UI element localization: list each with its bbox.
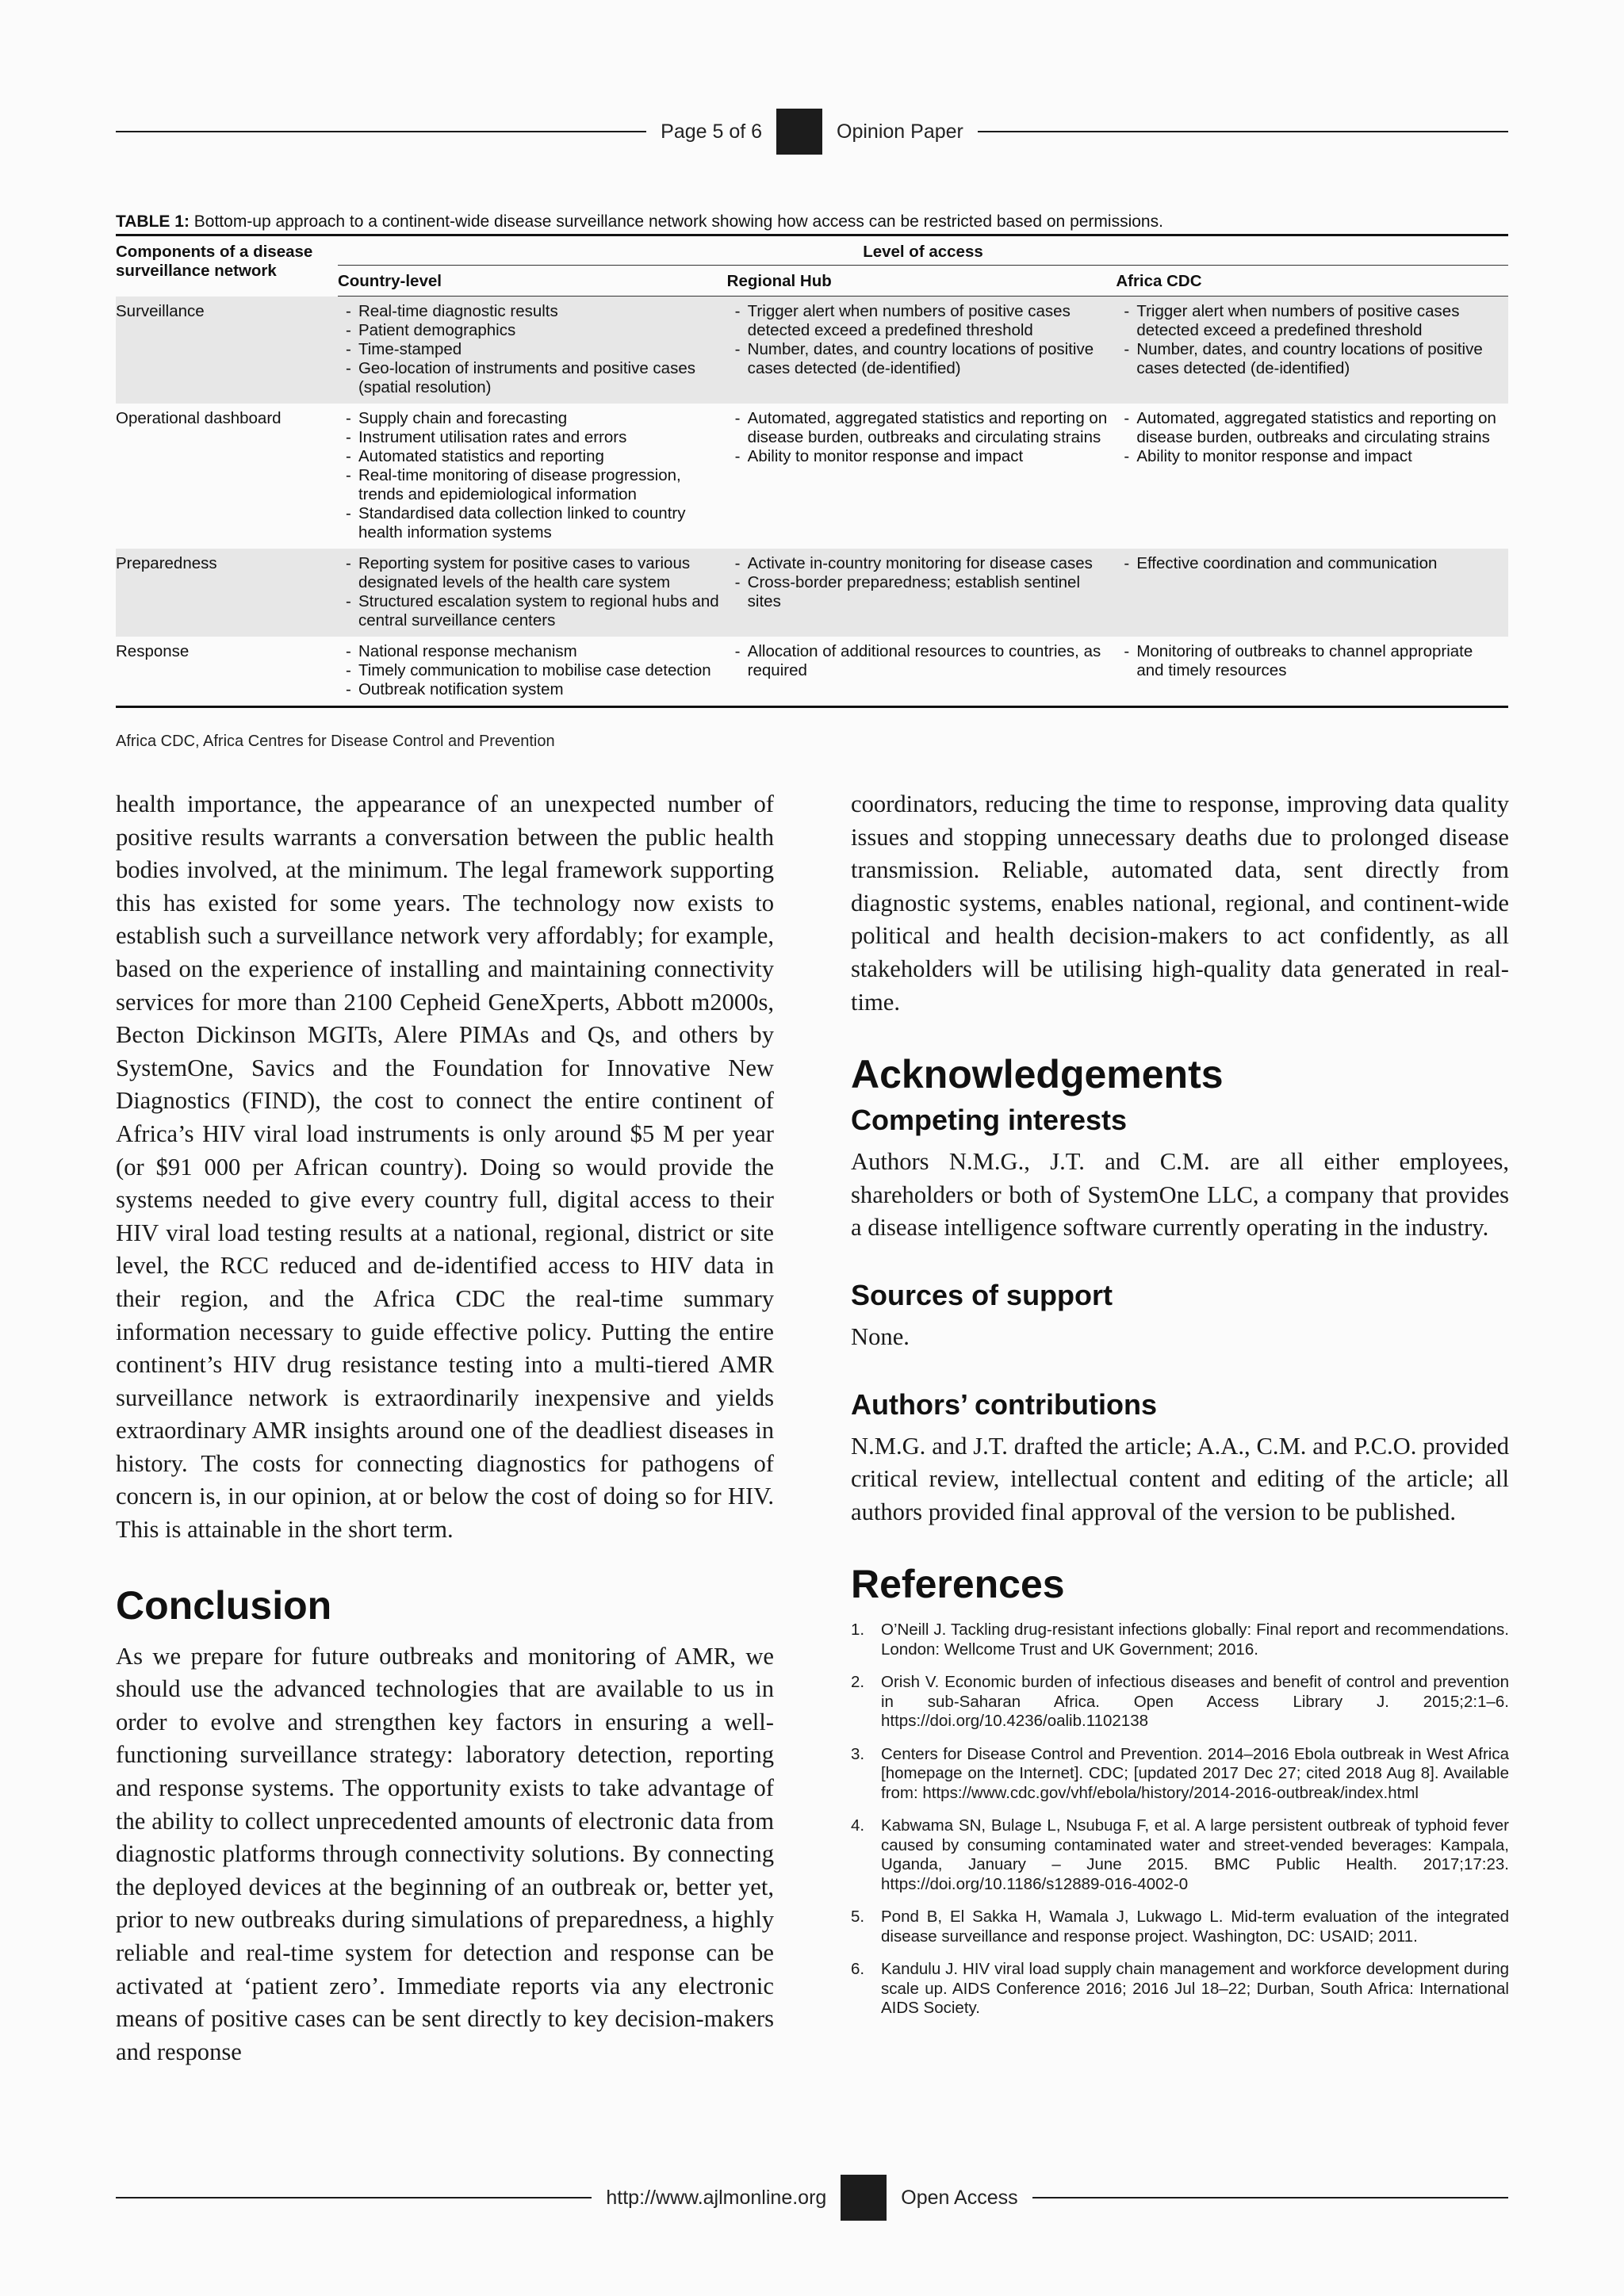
reference-number: 6.: [851, 1960, 865, 1979]
authors-contributions-heading: Authors’ contributions: [851, 1387, 1157, 1421]
reference-text: Orish V. Economic burden of infectious diseases and benefit of control and prevention in sub-Saharan Africa. Open Access Library J. 2015;2:1–6. https://doi.org/10.4236/oalib.1102138: [881, 1673, 1509, 1731]
footer-rule-left: [116, 2197, 592, 2198]
cell-regional: [727, 404, 1116, 549]
list-item: - Real-time diagnostic results: [338, 302, 719, 321]
reference-number: 3.: [851, 1744, 865, 1763]
row-component: Response: [116, 637, 338, 707]
footer-rule-right: [1032, 2197, 1508, 2198]
list-item: - Activate in-country monitoring for disease cases: [727, 554, 1109, 573]
list-item: - Supply chain and forecasting: [338, 409, 719, 428]
table-row: [116, 549, 1508, 637]
header-square: [776, 109, 822, 155]
col-country-header: Country-level: [338, 266, 727, 297]
cell-africa: [1116, 297, 1508, 404]
cell-country: [338, 637, 727, 707]
sources-of-support-heading: Sources of support: [851, 1278, 1113, 1311]
journal-url-link[interactable]: http://www.ajlmonline.org: [606, 2186, 827, 2209]
list-item: - Effective coordination and communication: [1116, 554, 1500, 573]
list-item: - Cross-border preparedness; establish sentinel sites: [727, 573, 1109, 611]
reference-number: 5.: [851, 1908, 865, 1927]
list-item: - Standardised data collection linked to country health information systems: [338, 504, 719, 542]
col-components-header: Components of a disease surveillance network: [116, 243, 313, 280]
col-regional-header: Regional Hub: [727, 266, 1116, 297]
header-rule-left: [116, 131, 646, 132]
cell-regional: [727, 549, 1116, 637]
reference-item: [851, 1621, 1509, 1659]
page-number: Page 5 of 6: [661, 120, 763, 143]
reference-list: [851, 1621, 1509, 2019]
reference-item: [851, 1816, 1509, 1894]
cell-africa: [1116, 404, 1508, 549]
left-column: [116, 788, 774, 2068]
body-paragraph: health importance, the appearance of an unexpected number of positive results warrants a conversation between the public health bodies involved, at the minimum. The legal framework supporting this has existed for some years. The technology now exists to establish such a surveillance network very affordably; for example, based on the experience of installing and maintaining connectivity services for more than 2100 Cepheid GeneXperts, Abbott m2000s, Becton Dickinson MGITs, Alere PIMAs and Qs, and others by SystemOne, Savics and the Foundation for Innovative New Diagnostics (FIND), the cost to connect the entire continent of Africa’s HIV viral load instruments is only around $5 M per year (or $91 000 per African country). Doing so would provide the systems needed to give every country full, digital access to their HIV viral load testing results at a national, regional, district or site level, the RCC reduced and de-identified access to HIV data in their region, and the Africa CDC the real-time summary information necessary to guide effective policy. Putting the entire continent’s HIV drug resistance testing into a multi-tiered AMR surveillance network is extraordinarily inexpensive and yields extraordinary AMR insights around one of the deadliest diseases in history. The costs for connecting diagnostics for pathogens of concern is, in our opinion, at or below the cost of doing so for HIV. This is attainable in the short term.: [116, 790, 774, 1544]
row-component: Operational dashboard: [116, 409, 282, 427]
list-item: - Automated, aggregated statistics and reporting on disease burden, outbreaks and circulating strains: [727, 409, 1109, 447]
cell-country: [338, 297, 727, 404]
reference-item: [851, 1745, 1509, 1804]
header-rule-right: [978, 131, 1508, 132]
open-access-label: Open Access: [901, 2186, 1018, 2209]
list-item: - Ability to monitor response and impact: [727, 447, 1109, 466]
conclusion-heading: Conclusion: [116, 1582, 332, 1628]
authors-contributions-text: N.M.G. and J.T. drafted the article; A.A., C.M. and P.C.O. provided critical review, intellectual content and editing of the article; all authors provided final approval of the version to be published.: [851, 1432, 1509, 1525]
list-item: - Patient demographics: [338, 321, 719, 340]
cell-country: [338, 549, 727, 637]
conclusion-paragraph: As we prepare for future outbreaks and monitoring of AMR, we should use the advanced technologies that are available to us in order to evolve and strengthen key factors in ensuring a well-functioning surveillance strategy: laboratory detection, reporting and response systems. The opportunity exists to take advantage of the ability to collect unprecedented amounts of electronic data from diagnostic platforms through connectivity solutions. By connecting the deployed devices at the beginning of an outbreak or, better yet, prior to new outbreaks during simulations of preparedness, a highly reliable and real-time system for detection and response can be activated at ‘patient zero’. Immediate reports via any electronic means of positive cases can be sent directly to key decision-makers and response: [116, 1642, 774, 2065]
list-item: - Trigger alert when numbers of positive cases detected exceed a predefined threshold: [1116, 302, 1500, 340]
list-item: - Number, dates, and country locations of positive cases detected (de-identified): [727, 340, 1109, 378]
list-item: - Time-stamped: [338, 340, 719, 359]
reference-text: Kabwama SN, Bulage L, Nsubuga F, et al. A large persistent outbreak of typhoid fever caused by consuming contaminated water and street-vended beverages: Kampala, Uganda, January – June 2015. BMC Public Health. 2017;17:23. https://doi.org/10.1186/s12889-016-4002-0: [881, 1816, 1509, 1893]
cell-country: [338, 404, 727, 549]
list-item: - Automated statistics and reporting: [338, 447, 719, 466]
list-item: - Reporting system for positive cases to various designated levels of the health care system: [338, 554, 719, 592]
references-heading: References: [851, 1562, 1065, 1607]
list-item: - Number, dates, and country locations of positive cases detected (de-identified): [1116, 340, 1500, 378]
col-level-header: Level of access: [338, 235, 1508, 266]
table-footnote: Africa CDC, Africa Centres for Disease Control and Prevention: [116, 733, 555, 750]
list-item: - Instrument utilisation rates and errors: [338, 428, 719, 447]
reference-number: 1.: [851, 1621, 865, 1640]
competing-interests-heading: Competing interests: [851, 1104, 1128, 1137]
cell-africa: [1116, 549, 1508, 637]
reference-text: Centers for Disease Control and Prevention. 2014–2016 Ebola outbreak in West Africa [homepage on the Internet]. CDC; [updated 2017 Dec 27; cited 2018 Aug 8]. Available from: https://www.cdc.gov/vhf/ebola/history/2014-2016-outbreak/index.html: [881, 1744, 1509, 1802]
cell-africa: [1116, 637, 1508, 707]
page-footer: [116, 2175, 1508, 2220]
cell-regional: [727, 637, 1116, 707]
list-item: - Real-time monitoring of disease progression, trends and epidemiological information: [338, 466, 719, 504]
list-item: - Automated, aggregated statistics and reporting on disease burden, outbreaks and circulating strains: [1116, 409, 1500, 447]
reference-item: [851, 1908, 1509, 1946]
table-row: [116, 404, 1508, 549]
page-header: [116, 109, 1508, 154]
acknowledgements-heading: Acknowledgements: [851, 1052, 1224, 1097]
access-table: [116, 234, 1508, 708]
table-row: [116, 637, 1508, 707]
table-caption-text: Bottom-up approach to a continent-wide disease surveillance network showing how access can be restricted based on permissions.: [189, 212, 1163, 231]
row-component: Preparedness: [116, 549, 338, 637]
table-caption-label: TABLE 1:: [116, 212, 190, 231]
right-column: [851, 788, 1509, 2032]
table-caption: [116, 212, 1508, 232]
list-item: - Timely communication to mobilise case detection: [338, 661, 719, 680]
body-paragraph: coordinators, reducing the time to response, improving data quality issues and stopping unnecessary deaths due to prolonged disease transmission. Reliable, automated data, sent directly from diagnostic systems, enables national, regional, and continent-wide political and health decision-makers to act confidently, as all stakeholders will be utilising high-quality data generated in real-time.: [851, 790, 1509, 1016]
reference-number: 2.: [851, 1673, 865, 1692]
footer-square: [841, 2175, 887, 2221]
list-item: - National response mechanism: [338, 642, 719, 661]
table-row: [116, 297, 1508, 404]
row-component: Surveillance: [116, 297, 338, 404]
sources-of-support-text: None.: [851, 1322, 910, 1350]
reference-text: O’Neill J. Tackling drug-resistant infections globally: Final report and recommendations. London: Wellcome Trust and UK Government; 2016.: [881, 1621, 1509, 1659]
list-item: - Outbreak notification system: [338, 680, 719, 699]
paper-type: Opinion Paper: [837, 120, 963, 143]
list-item: - Monitoring of outbreaks to channel appropriate and timely resources: [1116, 642, 1500, 680]
reference-text: Kandulu J. HIV viral load supply chain management and workforce development during scale up. AIDS Conference 2016; 2016 Jul 18–22; Durban, South Africa: International AIDS Society.: [881, 1960, 1509, 2018]
cell-regional: [727, 297, 1116, 404]
list-item: - Allocation of additional resources to countries, as required: [727, 642, 1109, 680]
reference-item: [851, 1960, 1509, 2019]
list-item: - Ability to monitor response and impact: [1116, 447, 1500, 466]
list-item: - Trigger alert when numbers of positive cases detected exceed a predefined threshold: [727, 302, 1109, 340]
reference-text: Pond B, El Sakka H, Wamala J, Lukwago L. Mid-term evaluation of the integrated disease surveillance and response project. Washington, DC: USAID; 2011.: [881, 1908, 1509, 1946]
reference-item: [851, 1673, 1509, 1732]
list-item: - Geo-location of instruments and positive cases (spatial resolution): [338, 359, 719, 397]
list-item: - Structured escalation system to regional hubs and central surveillance centers: [338, 592, 719, 630]
competing-interests-text: Authors N.M.G., J.T. and C.M. are all either employees, shareholders or both of SystemOne LLC, a company that provides a disease intelligence software currently operating in the industry.: [851, 1148, 1509, 1242]
col-africa-header: Africa CDC: [1116, 266, 1508, 297]
reference-number: 4.: [851, 1816, 865, 1835]
